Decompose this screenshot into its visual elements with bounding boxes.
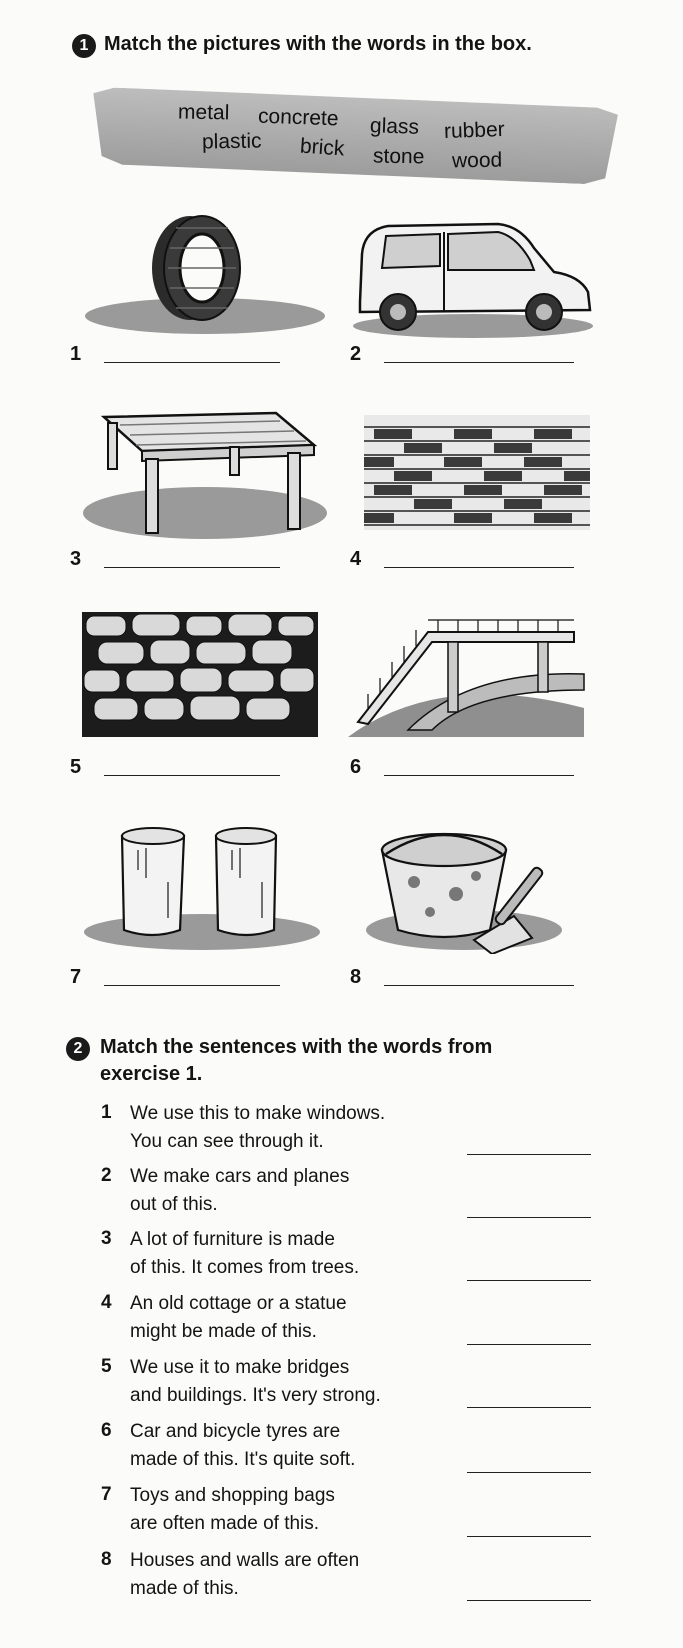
word-glass: glass <box>369 114 420 139</box>
answer-line-3[interactable] <box>104 567 280 568</box>
answer-line-8[interactable] <box>384 985 574 986</box>
exercise-2-instruction: Match the sentences with the words from exercise 1. <box>100 1036 493 1085</box>
word-concrete: concrete <box>257 104 339 131</box>
sentence-answer-line-3[interactable] <box>467 1280 591 1281</box>
sentence-line: We use this to make windows. <box>130 1103 386 1124</box>
answer-line-4[interactable] <box>384 567 574 568</box>
sentence-number: 1 <box>101 1102 112 1123</box>
picture-label-6: 6 <box>350 756 362 778</box>
picture-label-5: 5 <box>70 756 82 778</box>
picture-label-3: 3 <box>70 548 82 570</box>
sentence-answer-line-5[interactable] <box>467 1407 591 1408</box>
bucket-spade-icon <box>364 820 590 954</box>
bridge-icon <box>348 612 588 737</box>
word-box <box>91 87 618 185</box>
sentence-line: We make cars and planes <box>130 1166 350 1187</box>
answer-line-2[interactable] <box>384 362 574 363</box>
sentence-line: made of this. <box>130 1578 239 1599</box>
sentence-number: 5 <box>101 1356 112 1377</box>
car-icon <box>348 214 598 339</box>
answer-line-7[interactable] <box>104 985 280 986</box>
sentence-answer-line-8[interactable] <box>467 1600 591 1601</box>
picture-label-8: 8 <box>350 966 362 988</box>
sentence-answer-line-6[interactable] <box>467 1472 591 1473</box>
sentence-number: 8 <box>101 1549 112 1570</box>
sentence-line: Toys and shopping bags <box>130 1485 335 1506</box>
sentence-line: Houses and walls are often <box>130 1550 360 1571</box>
answer-line-5[interactable] <box>104 775 280 776</box>
sentence-line: might be made of this. <box>130 1321 317 1342</box>
sentence-answer-line-7[interactable] <box>467 1536 591 1537</box>
sentence-number: 4 <box>101 1292 112 1313</box>
sentence-number: 7 <box>101 1484 112 1505</box>
sentence-line: of this. It comes from trees. <box>130 1257 360 1278</box>
sentence-line: out of this. <box>130 1194 218 1215</box>
word-metal: metal <box>177 100 230 125</box>
picture-label-1: 1 <box>70 343 82 365</box>
sentence-number: 6 <box>101 1420 112 1441</box>
sentence-line: An old cottage or a statue <box>130 1293 347 1314</box>
glasses-icon <box>80 822 324 954</box>
sentence-answer-line-1[interactable] <box>467 1154 591 1155</box>
table-icon <box>80 405 330 540</box>
sentence-answer-line-2[interactable] <box>467 1217 591 1218</box>
answer-line-6[interactable] <box>384 775 574 776</box>
brick-wall-icon <box>364 415 590 530</box>
sentence-number: 3 <box>101 1228 112 1249</box>
picture-label-7: 7 <box>70 966 82 988</box>
answer-line-1[interactable] <box>104 362 280 363</box>
word-stone: stone <box>372 144 425 169</box>
sentence-line: made of this. It's quite soft. <box>130 1449 356 1470</box>
word-wood: wood <box>451 148 503 173</box>
word-brick: brick <box>299 134 346 161</box>
picture-label-2: 2 <box>350 343 362 365</box>
sentence-line: You can see through it. <box>130 1131 324 1152</box>
word-rubber: rubber <box>443 117 506 144</box>
sentence-answer-line-4[interactable] <box>467 1344 591 1345</box>
sentence-line: and buildings. It's very strong. <box>130 1385 381 1406</box>
sentence-number: 2 <box>101 1165 112 1186</box>
exercise-1-number: 1 <box>72 34 96 58</box>
sentence-line: Car and bicycle tyres are <box>130 1421 341 1442</box>
exercise-1-instruction: Match the pictures with the words in the box. <box>104 33 532 55</box>
tyre-icon <box>80 208 330 338</box>
sentence-line: We use it to make bridges <box>130 1357 350 1378</box>
sentence-line: A lot of furniture is made <box>130 1229 335 1250</box>
picture-label-4: 4 <box>350 548 362 570</box>
stone-wall-icon <box>82 612 318 737</box>
word-plastic: plastic <box>201 129 262 154</box>
sentence-line: are often made of this. <box>130 1513 320 1534</box>
exercise-2-number: 2 <box>66 1037 90 1061</box>
